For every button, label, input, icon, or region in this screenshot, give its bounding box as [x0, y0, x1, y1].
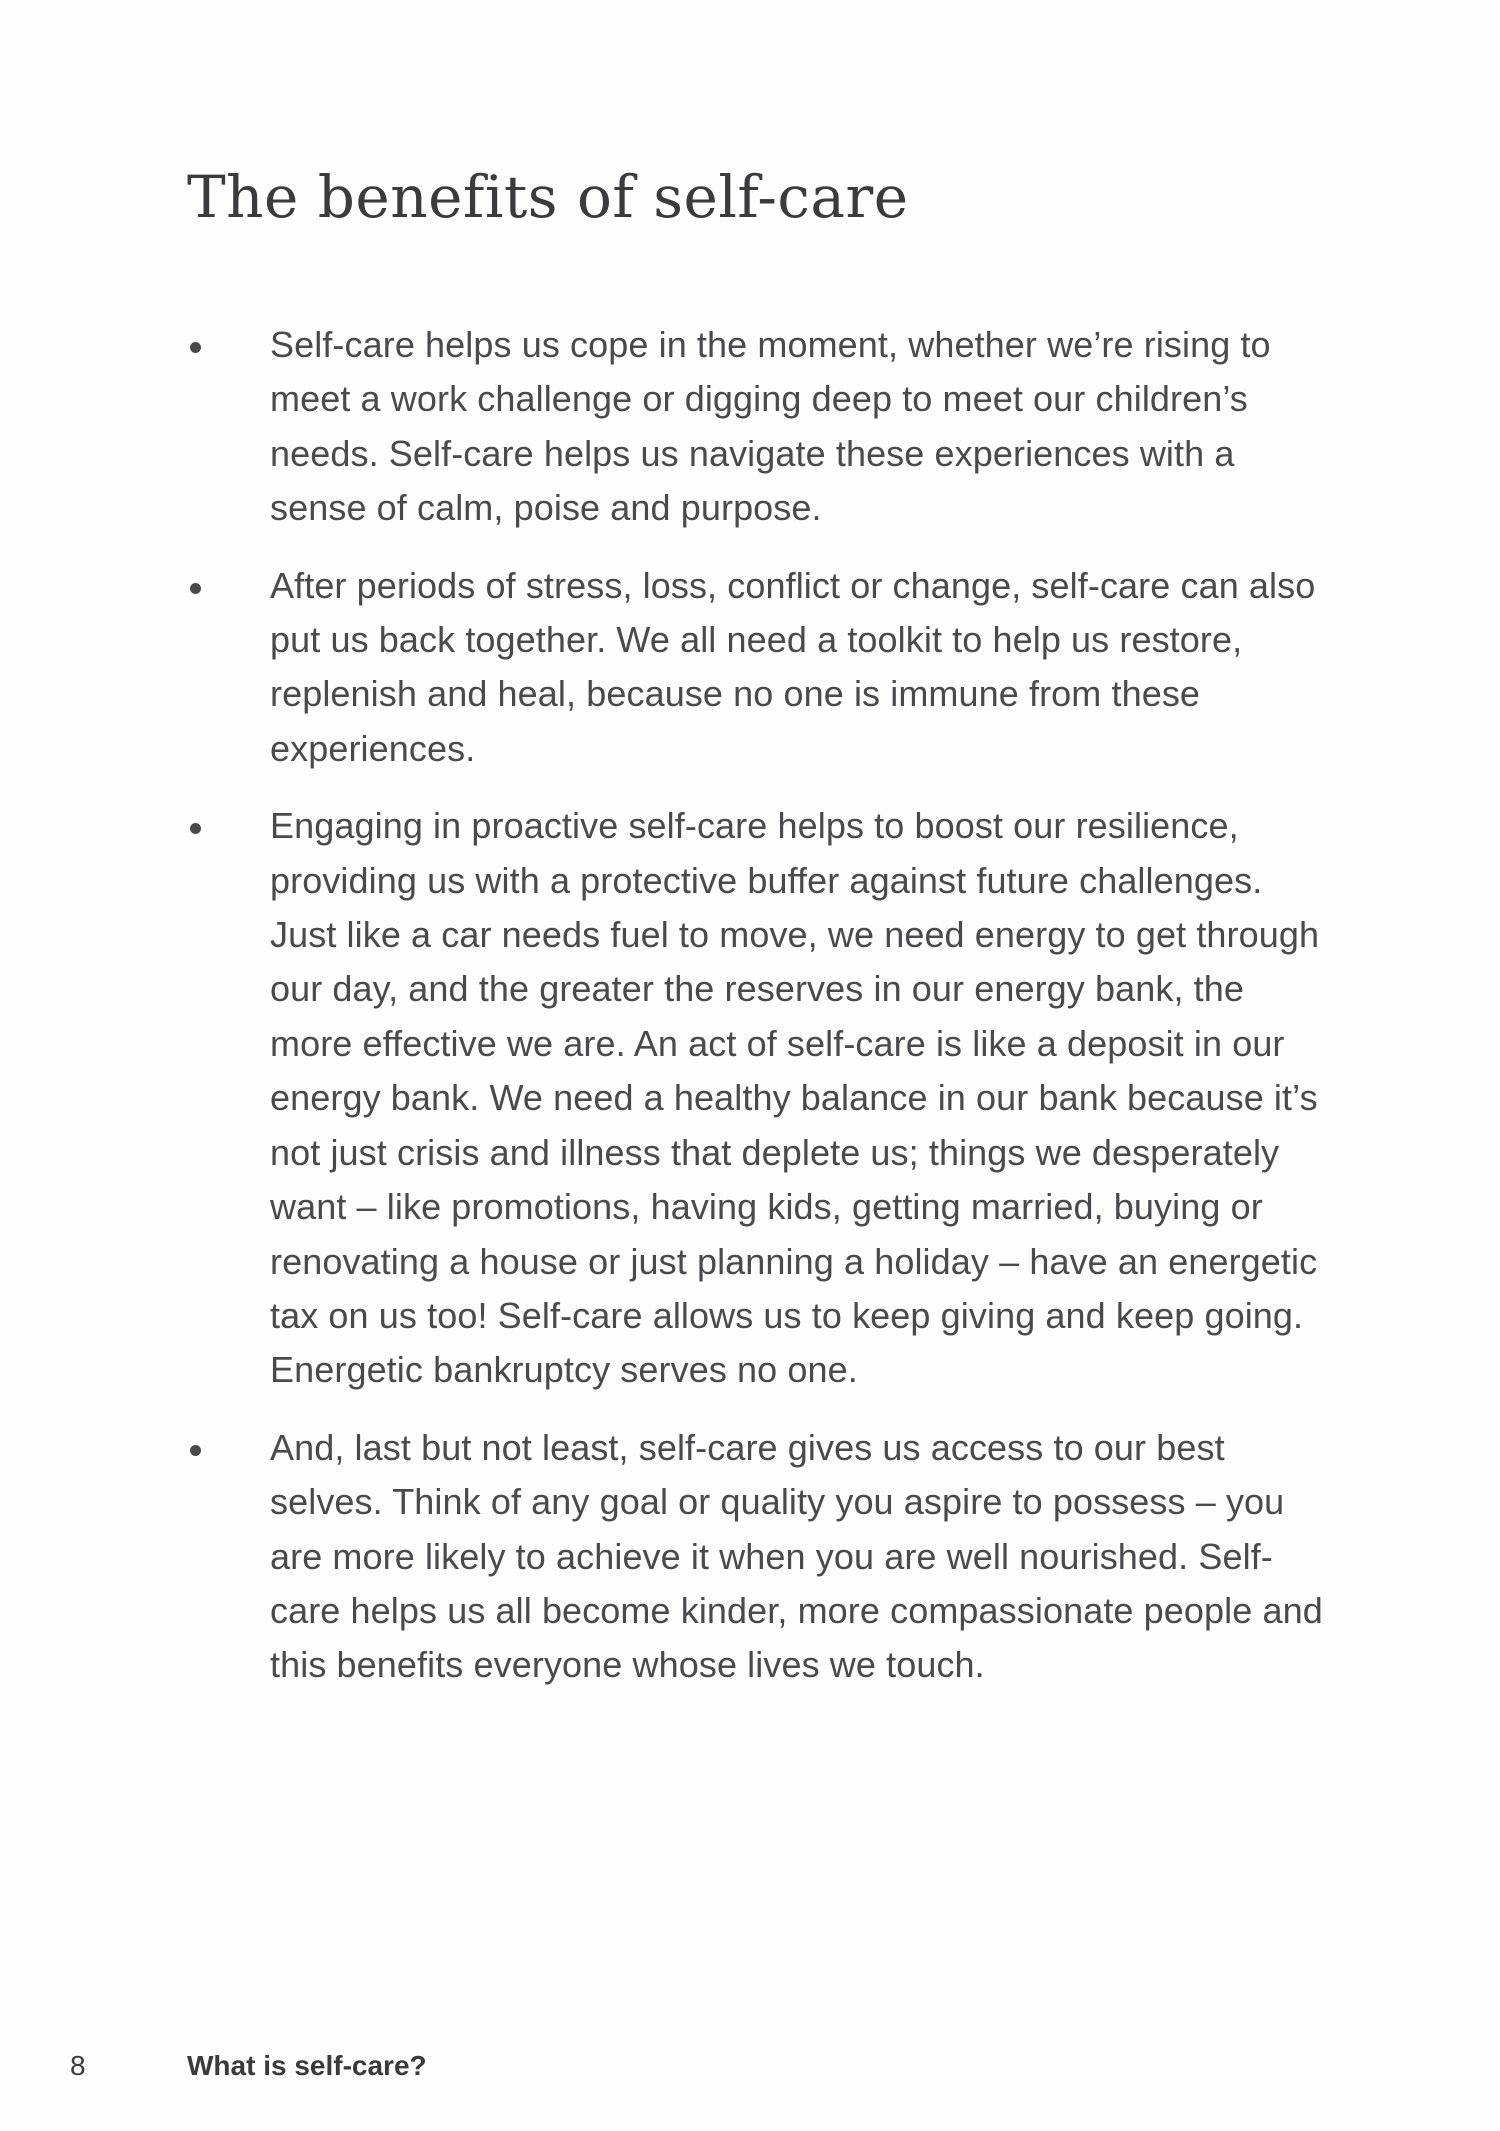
bullet-icon [190, 583, 201, 594]
bullet-icon [190, 342, 201, 353]
bullet-icon [190, 823, 201, 834]
bullet-icon [190, 1445, 201, 1456]
list-item-text: After periods of stress, loss, conflict or change, self-care can also put us back together. We all need a toolkit to help us restore, replenish and heal, because no one is immune from these experiences. [270, 564, 1316, 769]
benefits-list [187, 318, 1327, 1716]
page-heading: The benefits of self-care [187, 163, 909, 231]
list-item [187, 799, 1327, 1397]
list-item-text: Self-care helps us cope in the moment, whether we’re rising to meet a work challenge or digging deep to meet our children’s needs. Self-care helps us navigate these experiences with a sense of calm, poise and purpose. [270, 324, 1271, 529]
list-item [187, 1421, 1327, 1693]
list-item [187, 559, 1327, 777]
footer-section-title: What is self-care? [187, 2050, 427, 2081]
list-item-text: And, last but not least, self-care gives us access to our best selves. Think of any goal or quality you aspire to possess – you are more likely to achieve it when you are well nourished. Self-care helps us all become kinder, more compassionate people and this benefits everyone whose lives we touch. [270, 1426, 1323, 1686]
list-item-text: Engaging in proactive self-care helps to boost our resilience, providing us with a protective buffer against future challenges. Just like a car needs fuel to move, we need energy to get through our day, and the greater the reserves in our energy bank, the more effective we are. An act of self-care is like a deposit in our energy bank. We need a healthy balance in our bank because it’s not just crisis and illness that deplete us; things we desperately want – like promotions, having kids, getting married, buying or renovating a house or just planning a holiday – have an energetic tax on us too! Self-care allows us to keep giving and keep going. Energetic bankruptcy serves no one. [270, 805, 1320, 1391]
list-item [187, 318, 1327, 536]
page-number: 8 [70, 2050, 86, 2081]
